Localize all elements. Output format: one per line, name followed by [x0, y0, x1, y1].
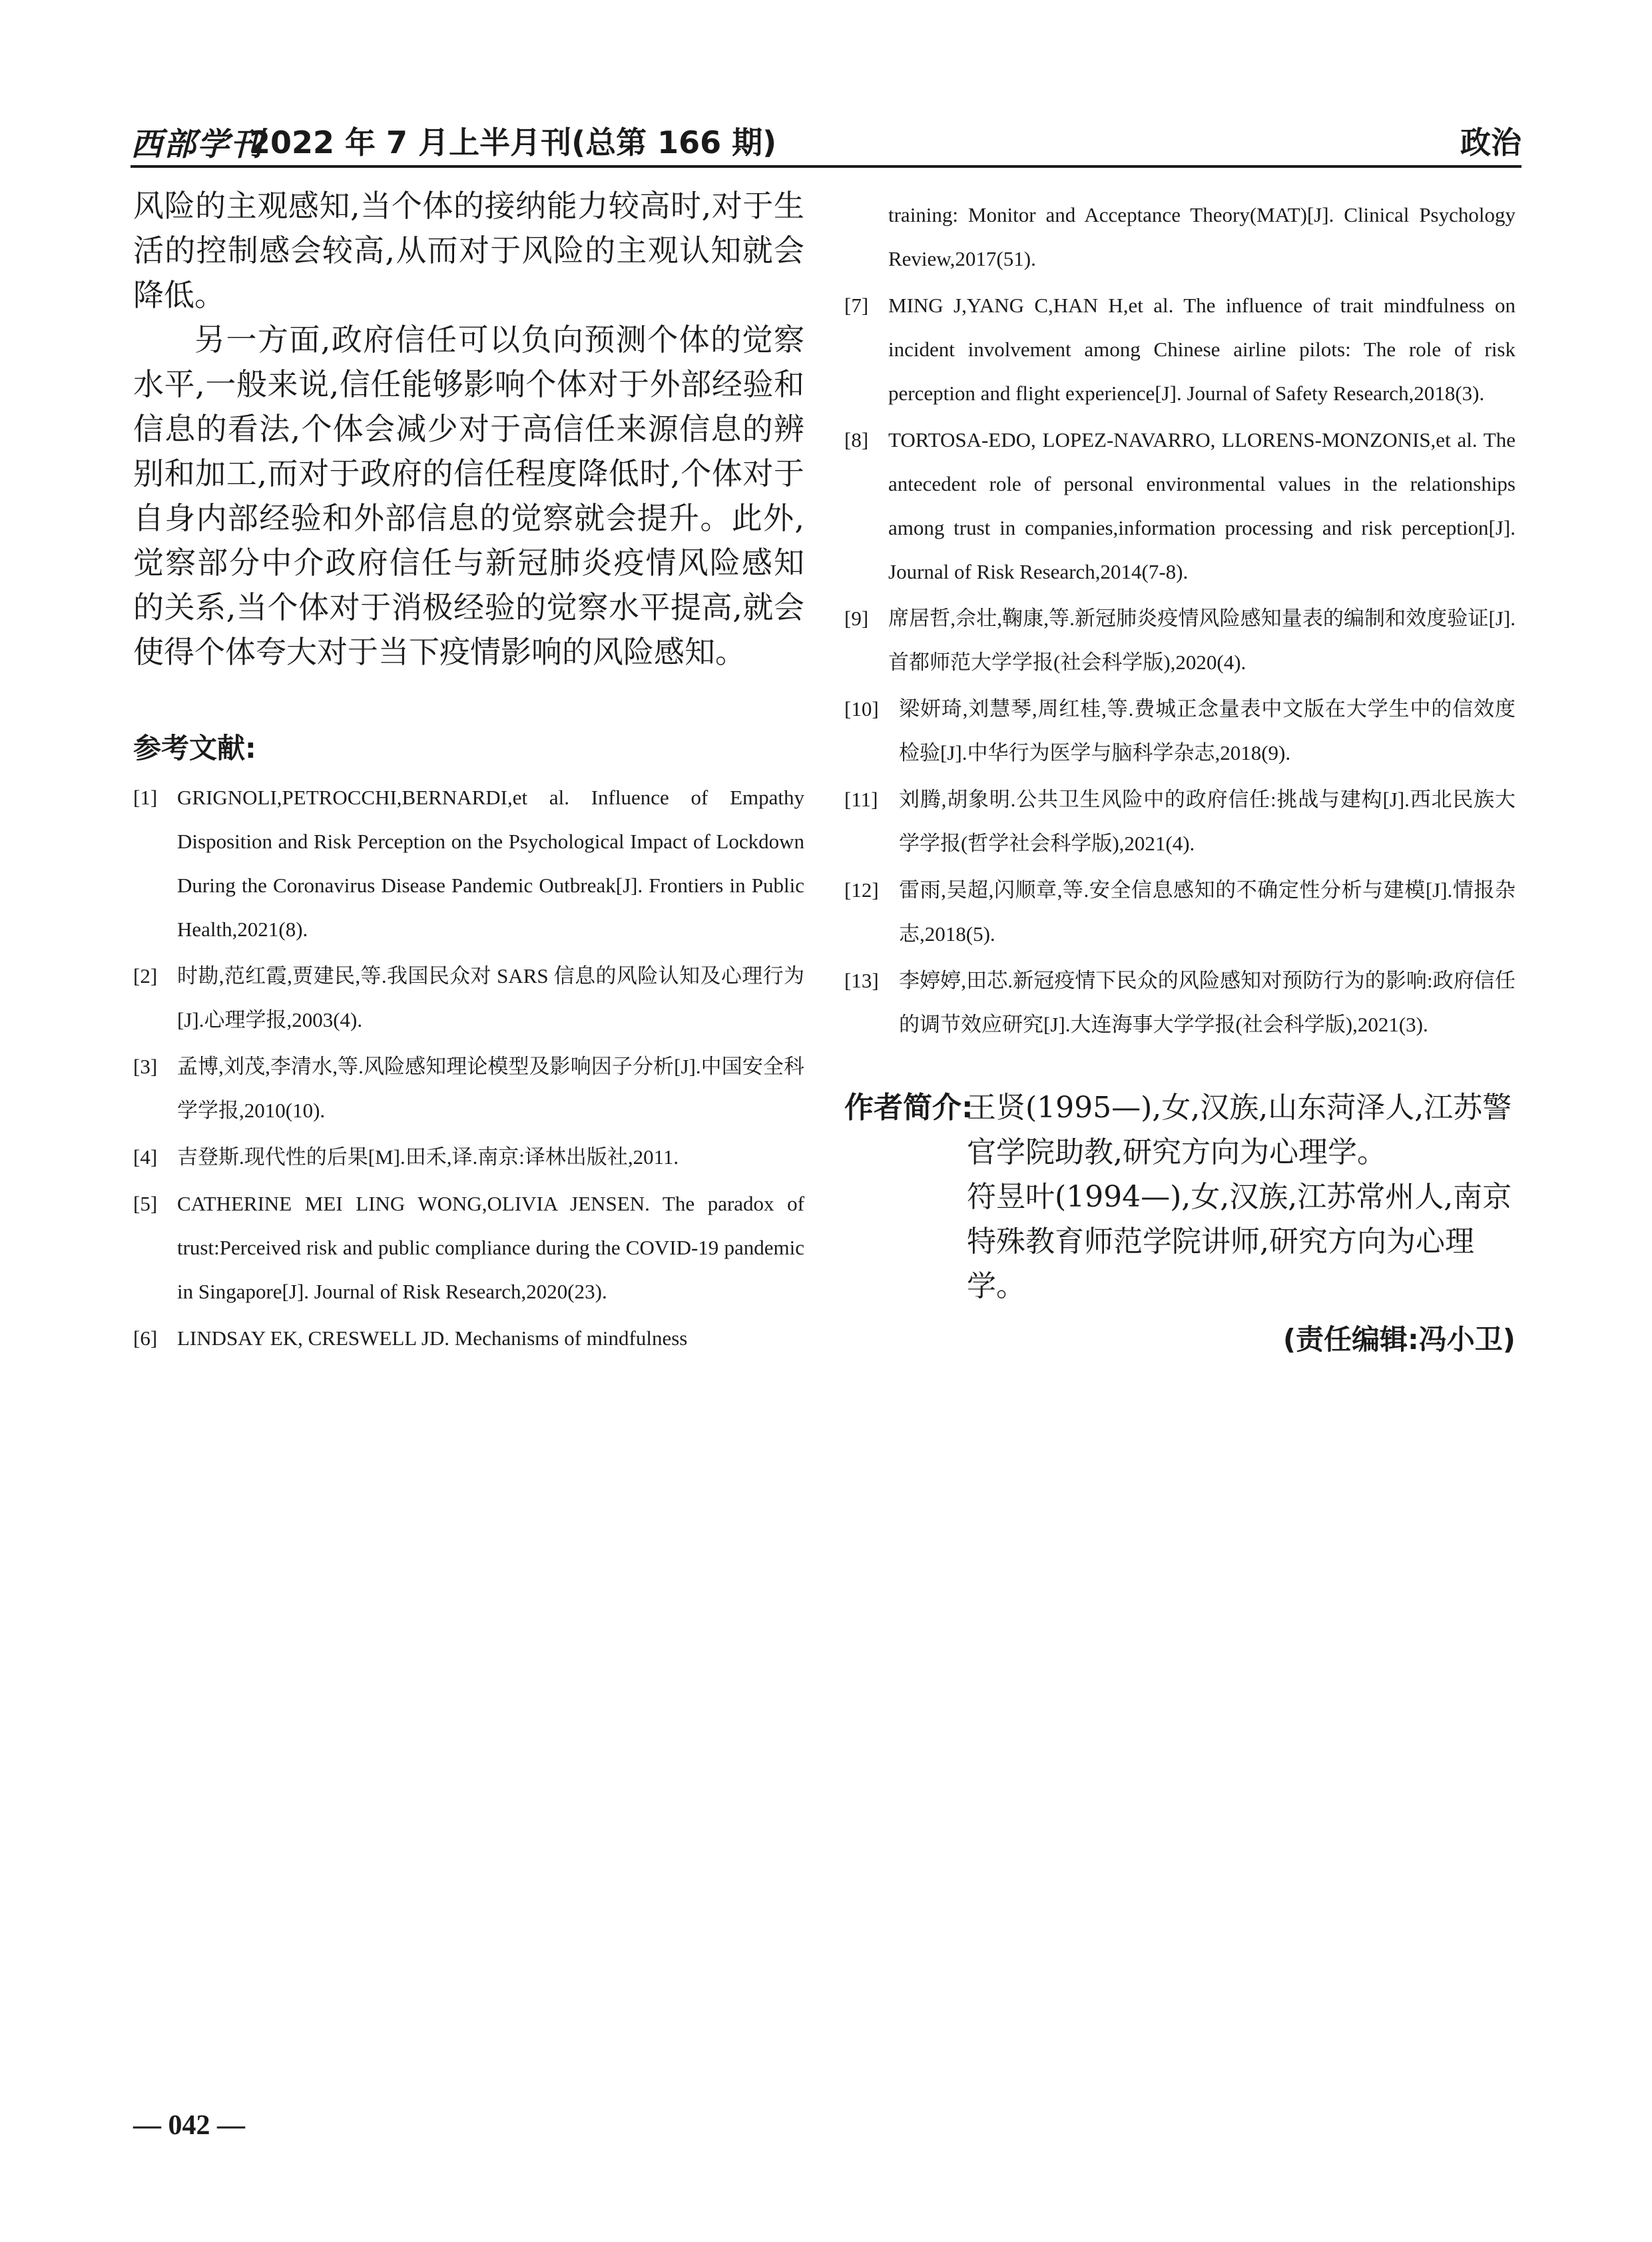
reference-number: [2] — [133, 964, 158, 987]
section-label: 政治 — [1460, 125, 1521, 160]
author-entry: 王贤(1995—),女,汉族,山东菏泽人,江苏警官学院助教,研究方向为心理学。 — [967, 1091, 1512, 1169]
responsible-editor: (责任编辑:冯小卫) — [1282, 1323, 1515, 1356]
reference-item — [844, 959, 1515, 1047]
reference-text: 李婷婷,田芯.新冠疫情下民众的风险感知对预防行为的影响:政府信任的调节效应研究[J].大连海事大学学报(社会科学版),2021(3). — [899, 969, 1515, 1036]
reference-item — [844, 868, 1515, 956]
reference-number: [7] — [844, 294, 869, 317]
body-paragraph: 另一方面,政府信任可以负向预测个体的觉察水平,一般来说,信任能够影响个体对于外部经验和信息的看法,个体会减少对于高信任来源信息的辨别和加工,而对于政府的信任程度降低时,个体对于自身内部经验和外部信息的觉察就会提升。此外,觉察部分中介政府信任与新冠肺炎疫情风险感知的关系,当个体对于消极经验的觉察水平提高,就会使得个体夸大对于当下疫情影响的风险感知。 — [133, 322, 804, 670]
body-paragraph: 风险的主观感知,当个体的接纳能力较高时,对于生活的控制感会较高,从而对于风险的主观认知就会降低。 — [133, 188, 804, 313]
reference-text: 孟博,刘茂,李清水,等.风险感知理论模型及影响因子分析[J].中国安全科学学报,2010(10). — [177, 1055, 804, 1122]
reference-item — [844, 284, 1515, 416]
reference-item — [844, 687, 1515, 775]
reference-text: training: Monitor and Acceptance Theory(MAT)[J]. Clinical Psychology Review,2017(51). — [888, 203, 1515, 270]
reference-number: [13] — [844, 969, 879, 992]
reference-text: MING J,YANG C,HAN H,et al. The influence of trait mindfulness on incident involvement among Chinese airline pilots: The role of risk perception and flight experience[J]. Journal of Safety Research,2018(3). — [888, 294, 1515, 405]
reference-item — [133, 1316, 804, 1360]
reference-list-continued — [844, 193, 1515, 1047]
issue-info: 2022 年 7 月上半月刊(总第 166 期) — [249, 125, 777, 160]
journal-logo: 西部学刊 — [131, 126, 264, 163]
reference-number: [9] — [844, 607, 869, 630]
reference-number: [12] — [844, 878, 879, 902]
reference-list — [133, 776, 804, 1360]
reference-item — [133, 1182, 804, 1314]
page-header — [131, 112, 1521, 168]
reference-item — [133, 1045, 804, 1133]
reference-number: [10] — [844, 697, 879, 720]
page-number: — 042 — — [133, 2110, 245, 2141]
reference-number: [5] — [133, 1192, 158, 1215]
reference-item-continued — [844, 193, 1515, 281]
reference-number: [6] — [133, 1326, 158, 1350]
author-info — [844, 1085, 1515, 1308]
reference-item — [133, 1135, 804, 1179]
reference-number: [3] — [133, 1055, 158, 1078]
reference-text: LINDSAY EK, CRESWELL JD. Mechanisms of mindfulness — [177, 1326, 688, 1350]
references-heading: 参考文献: — [133, 732, 256, 764]
reference-text: 梁妍琦,刘慧琴,周红桂,等.费城正念量表中文版在大学生中的信效度检验[J].中华行为医学与脑科学杂志,2018(9). — [899, 697, 1515, 764]
reference-number: [1] — [133, 786, 158, 809]
reference-item — [844, 597, 1515, 685]
reference-text: 吉登斯.现代性的后果[M].田禾,译.南京:译林出版社,2011. — [177, 1145, 679, 1169]
reference-number: [8] — [844, 428, 869, 451]
reference-item — [844, 778, 1515, 866]
reference-item — [133, 954, 804, 1042]
reference-text: GRIGNOLI,PETROCCHI,BERNARDI,et al. Influence of Empathy Disposition and Risk Perception on the Psychological Impact of Lockdown During the Coronavirus Disease Pandemic Outbreak[J]. Frontiers in Public Health,2021(8). — [177, 786, 804, 941]
reference-text: 时勘,范红霞,贾建民,等.我国民众对 SARS 信息的风险认知及心理行为[J].心理学报,2003(4). — [177, 964, 804, 1031]
reference-item — [133, 776, 804, 952]
right-column — [844, 193, 1515, 1358]
reference-text: 刘腾,胡象明.公共卫生风险中的政府信任:挑战与建构[J].西北民族大学学报(哲学社会科学版),2021(4). — [899, 788, 1515, 855]
author-info-label: 作者简介: — [844, 1091, 973, 1125]
reference-number: [4] — [133, 1145, 158, 1169]
reference-text: CATHERINE MEI LING WONG,OLIVIA JENSEN. The paradox of trust:Perceived risk and public compliance during the COVID-19 pandemic in Singapore[J]. Journal of Risk Research,2020(23). — [177, 1192, 804, 1303]
author-entry: 符昱叶(1994—),女,汉族,江苏常州人,南京特殊教育师范学院讲师,研究方向为心理学。 — [967, 1180, 1512, 1303]
reference-text: 雷雨,吴超,闪顺章,等.安全信息感知的不确定性分析与建模[J].情报杂志,2018(5). — [899, 878, 1515, 946]
reference-text: 席居哲,佘壮,鞠康,等.新冠肺炎疫情风险感知量表的编制和效度验证[J].首都师范大学学报(社会科学版),2020(4). — [888, 607, 1515, 674]
left-column — [133, 184, 804, 1363]
reference-item — [844, 418, 1515, 594]
reference-number: [11] — [844, 788, 878, 811]
reference-text: TORTOSA-EDO, LOPEZ-NAVARRO, LLORENS-MONZONIS,et al. The antecedent role of personal environmental values in the relationships among trust in companies,information processing and risk perception[J]. Journal of Risk Research,2014(7-8). — [888, 428, 1515, 583]
